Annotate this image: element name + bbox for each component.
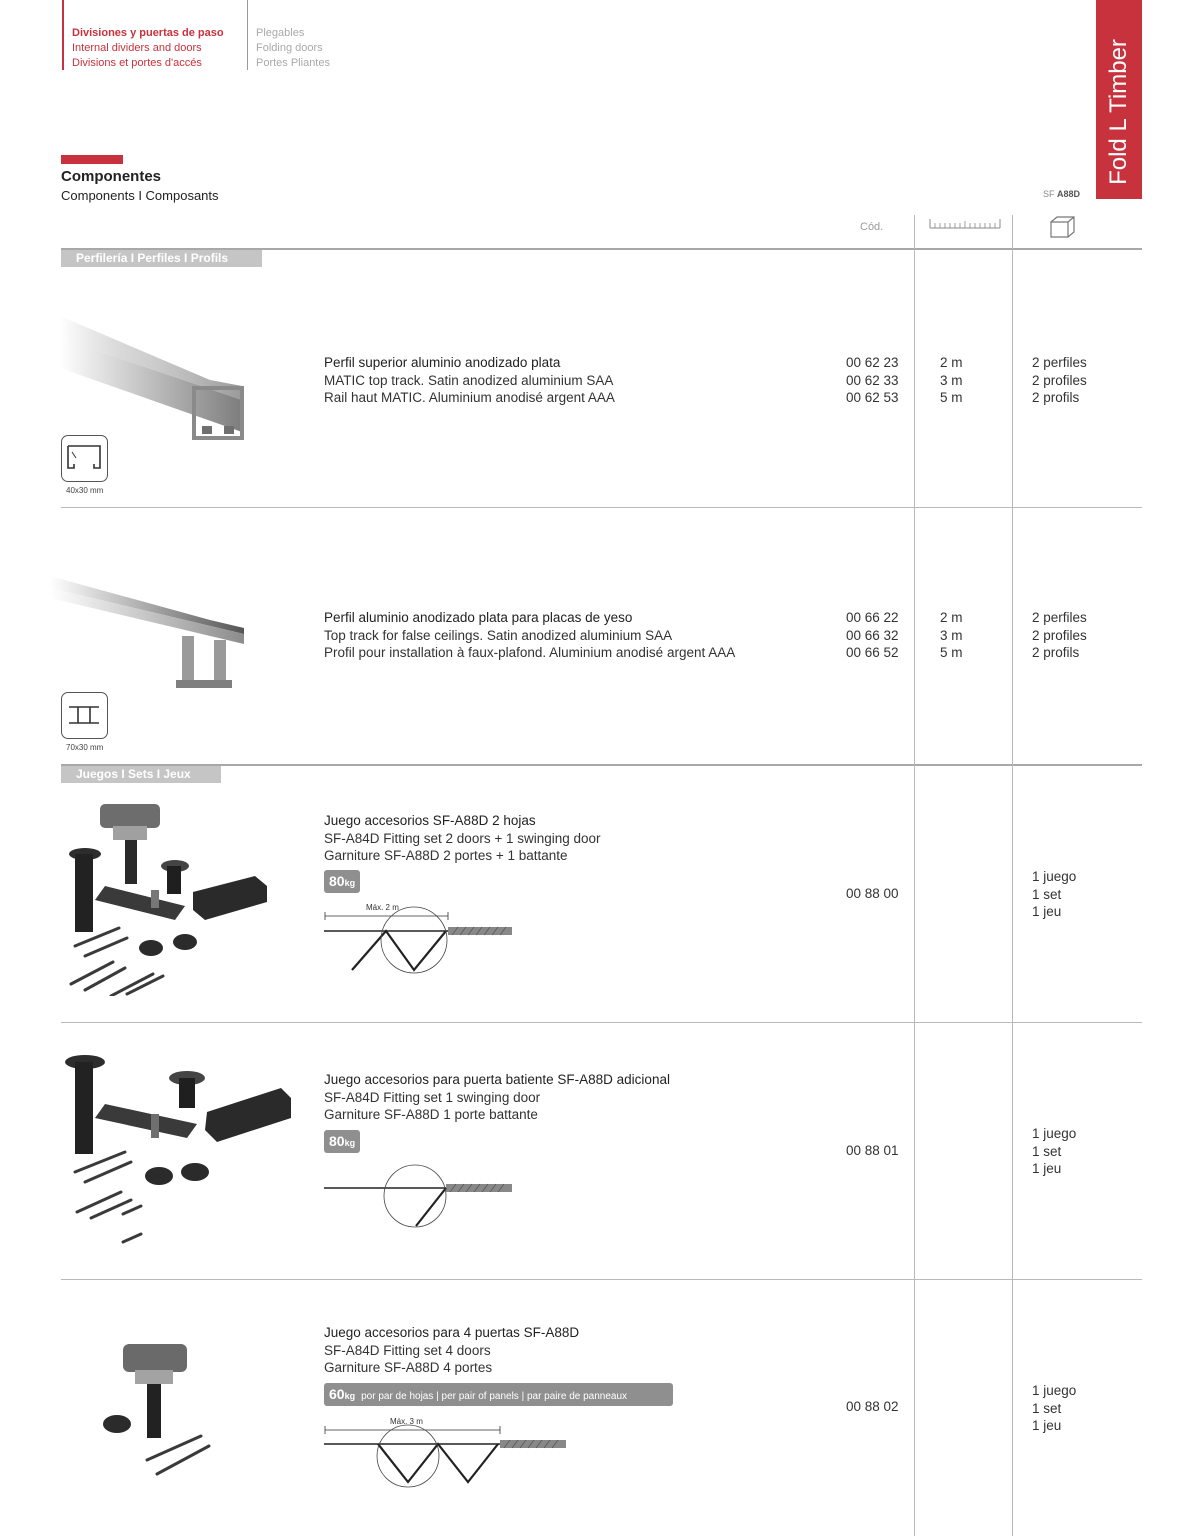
product-code: 00 88 02 xyxy=(846,1399,899,1414)
category-divider xyxy=(61,764,1142,766)
profile-dimension: 40x30 mm xyxy=(66,486,104,495)
product-lengths xyxy=(940,609,963,662)
product-description xyxy=(324,609,735,662)
product-name-fr: Garniture SF-A88D 2 portes + 1 battante xyxy=(324,848,568,863)
ruler-icon xyxy=(928,215,1002,231)
breadcrumb-sub-fr: Portes Pliantes xyxy=(256,57,330,69)
load-value: 80 xyxy=(329,1133,345,1149)
pack-fr: 1 jeu xyxy=(1032,1418,1062,1433)
product-name-fr: Profil pour installation à faux-plafond. Aluminium anodisé argent AAA xyxy=(324,645,736,660)
product-name-es: Perfil aluminio anodizado plata para placas de yeso xyxy=(324,610,633,625)
section-title: Componentes xyxy=(61,168,162,185)
section-subtitle: Components I Composants xyxy=(61,188,219,203)
load-capacity-badge xyxy=(324,1383,673,1406)
product-description xyxy=(324,1071,670,1124)
fitting-set-swinging-door-image xyxy=(55,1052,295,1252)
pack-fr: 1 jeu xyxy=(1032,1161,1062,1176)
row-divider xyxy=(61,507,1142,508)
product-codes xyxy=(846,609,899,662)
product-lengths xyxy=(940,354,963,407)
product-code: 00 66 32 xyxy=(846,627,899,643)
model-prefix: SF xyxy=(1043,189,1055,199)
pack-es: 1 juego xyxy=(1032,1383,1077,1398)
product-length: 3 m xyxy=(940,627,963,643)
breadcrumb-main-fr: Divisions et portes d'accés xyxy=(72,57,202,69)
pack-es: 1 juego xyxy=(1032,1126,1077,1141)
side-tab-label: Fold L Timber xyxy=(1105,39,1132,185)
pack-fr: 2 profils xyxy=(1032,645,1080,660)
pack-en: 2 profiles xyxy=(1032,372,1087,388)
product-codes xyxy=(846,1142,899,1160)
product-description xyxy=(324,1324,579,1377)
product-code: 00 88 00 xyxy=(846,886,899,901)
product-length: 5 m xyxy=(940,390,963,405)
pack-en: 1 set xyxy=(1032,1400,1062,1416)
row-divider xyxy=(61,1022,1142,1023)
product-length: 3 m xyxy=(940,372,963,388)
load-note: por par de hojas | per pair of panels | par paire de panneaux xyxy=(361,1391,628,1402)
breadcrumb-sub-es: Plegables xyxy=(256,27,305,39)
load-unit: kg xyxy=(344,878,356,888)
product-name-es: Juego accesorios SF-A88D 2 hojas xyxy=(324,813,536,828)
product-code: 00 62 23 xyxy=(846,355,899,370)
load-value: 80 xyxy=(329,873,345,889)
fitting-set-2-doors-image xyxy=(55,796,275,996)
load-capacity-badge xyxy=(324,1130,360,1153)
product-name-en: MATIC top track. Satin anodized aluminium SAA xyxy=(324,372,614,388)
pack-en: 1 set xyxy=(1032,1143,1062,1159)
pack-es: 1 juego xyxy=(1032,869,1077,884)
product-name-es: Juego accesorios para puerta batiente SF-A88D adicional xyxy=(324,1072,670,1087)
four-door-diagram xyxy=(322,1414,572,1494)
pack-en: 1 set xyxy=(1032,886,1062,902)
pack-en: 2 profiles xyxy=(1032,627,1087,643)
product-packs xyxy=(1032,609,1087,662)
load-unit: kg xyxy=(344,1391,356,1401)
product-code: 00 88 01 xyxy=(846,1143,899,1158)
product-name-fr: Rail haut MATIC. Aluminium anodisé argent AAA xyxy=(324,390,615,405)
product-packs xyxy=(1032,1382,1076,1435)
product-length: 5 m xyxy=(940,645,963,660)
product-name-fr: Garniture SF-A88D 1 porte battante xyxy=(324,1107,538,1122)
column-divider xyxy=(914,215,915,1536)
product-code: 00 62 33 xyxy=(846,372,899,388)
product-name-en: SF-A84D Fitting set 4 doors xyxy=(324,1342,491,1358)
folding-door-diagram xyxy=(322,900,517,980)
product-description xyxy=(324,812,601,865)
section-accent-bar xyxy=(61,155,123,164)
profile-dimension: 70x30 mm xyxy=(66,743,104,752)
side-tab xyxy=(1096,0,1142,199)
product-name-en: Top track for false ceilings. Satin anodized aluminium SAA xyxy=(324,627,673,643)
pack-fr: 2 profils xyxy=(1032,390,1080,405)
product-description xyxy=(324,354,615,407)
product-name-en: SF-A84D Fitting set 2 doors + 1 swinging door xyxy=(324,830,601,846)
product-codes xyxy=(846,354,899,407)
load-capacity-badge xyxy=(324,870,360,893)
pack-fr: 1 jeu xyxy=(1032,904,1062,919)
pack-es: 2 perfiles xyxy=(1032,355,1087,370)
column-code-header: Cód. xyxy=(860,221,884,233)
model-code: A88D xyxy=(1057,189,1081,199)
product-length: 2 m xyxy=(940,355,963,370)
model-tag xyxy=(1043,189,1080,199)
swinging-door-diagram xyxy=(322,1162,517,1232)
product-code: 00 66 52 xyxy=(846,645,899,660)
column-divider xyxy=(1012,215,1013,1536)
product-length: 2 m xyxy=(940,610,963,625)
breadcrumb-main-en: Internal dividers and doors xyxy=(72,42,202,54)
breadcrumb-main xyxy=(62,0,224,70)
pack-es: 2 perfiles xyxy=(1032,610,1087,625)
product-name-en: SF-A84D Fitting set 1 swinging door xyxy=(324,1089,541,1105)
breadcrumb-sub xyxy=(247,0,330,70)
box-icon xyxy=(1048,214,1076,240)
breadcrumb-main-es: Divisiones y puertas de paso xyxy=(72,27,224,39)
product-packs xyxy=(1032,354,1087,407)
load-value: 60 xyxy=(329,1386,345,1402)
row-divider xyxy=(61,1279,1142,1280)
product-codes xyxy=(846,1398,899,1416)
span-label: Máx. 3 m xyxy=(390,1417,423,1426)
product-packs xyxy=(1032,868,1076,921)
product-name-es: Perfil superior aluminio anodizado plata xyxy=(324,355,561,370)
category-label-sets: Juegos I Sets I Jeux xyxy=(61,766,221,783)
breadcrumb-sub-en: Folding doors xyxy=(256,42,323,54)
product-code: 00 62 53 xyxy=(846,390,899,405)
span-label: Máx. 2 m xyxy=(366,903,399,912)
load-unit: kg xyxy=(344,1138,356,1148)
top-track-profile-image xyxy=(60,308,250,448)
product-name-fr: Garniture SF-A88D 4 portes xyxy=(324,1360,493,1375)
section-profile-icon xyxy=(61,692,108,739)
product-name-es: Juego accesorios para 4 puertas SF-A88D xyxy=(324,1325,580,1340)
product-packs xyxy=(1032,1125,1076,1178)
category-label-profiles: Perfilería I Perfiles I Profils xyxy=(61,250,262,267)
fitting-set-4-doors-image xyxy=(95,1336,225,1481)
product-codes xyxy=(846,885,899,903)
ceiling-track-profile-image xyxy=(50,572,250,692)
product-code: 00 66 22 xyxy=(846,610,899,625)
section-profile-icon xyxy=(61,435,108,482)
